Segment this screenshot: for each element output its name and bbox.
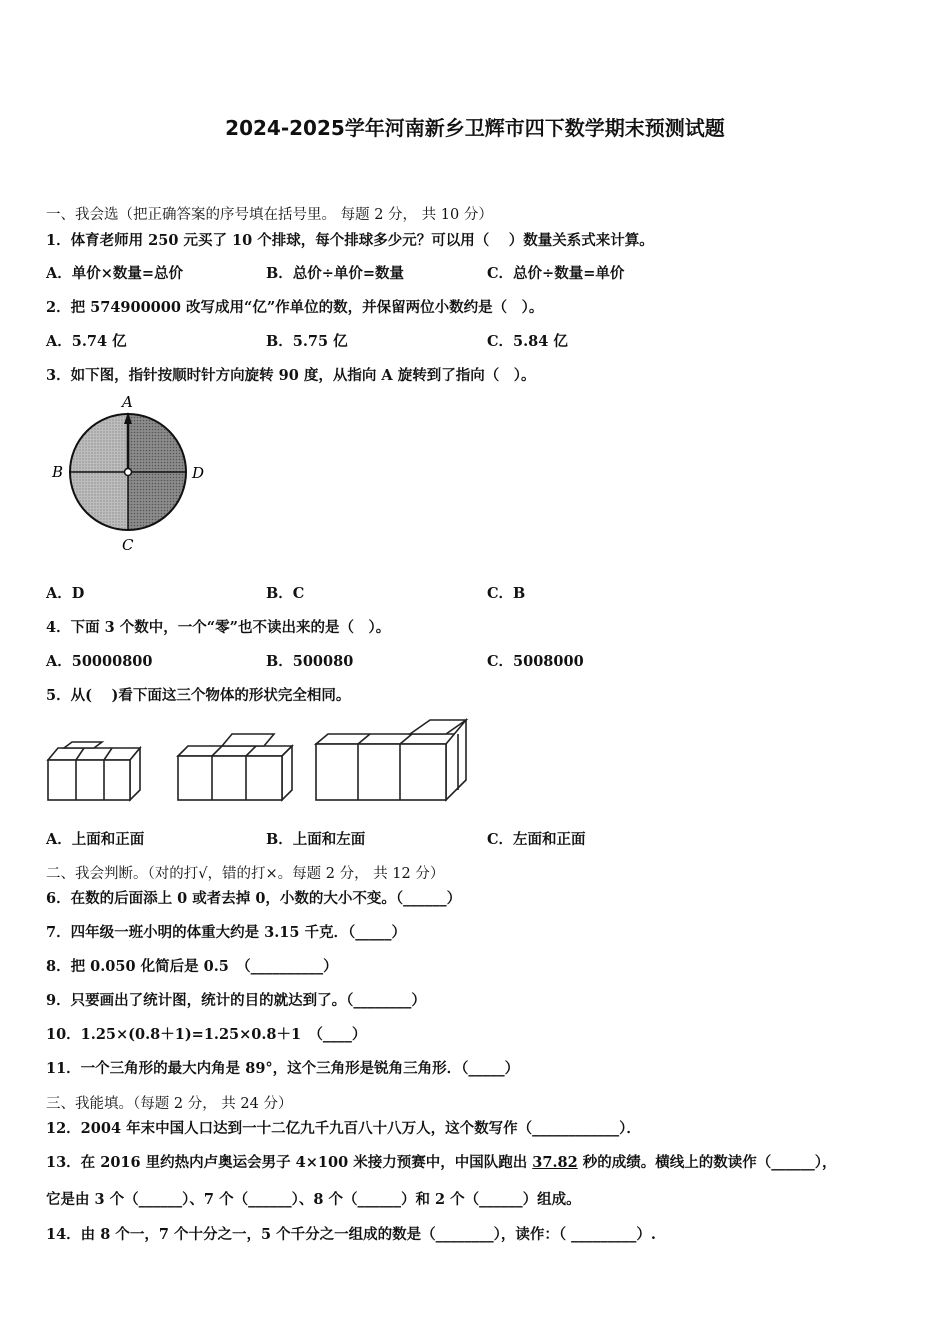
question-5: 5．从( )看下面这三个物体的形状完全相同。: [46, 687, 351, 704]
question-13: [46, 1151, 836, 1172]
q5-option-c: C．左面和正面: [487, 831, 586, 848]
section-heading-2: 二、我会判断。（对的打√，错的打×。每题 2 分， 共 12 分）: [46, 866, 445, 882]
question-6: 6．在数的后面添上 0 或者去掉 0，小数的大小不变。（______）: [46, 890, 462, 907]
dial-label-c: C: [122, 536, 134, 554]
question-14: 14．由 8 个一，7 个十分之一，5 个千分之一组成的数是（________），读作：（ _________）.: [46, 1226, 656, 1243]
question-13-line-2: 它是由 3 个（______）、7 个（______）、8 个（______）和 2 个（______）组成。: [46, 1191, 581, 1208]
q2-option-b: B．5.75 亿: [266, 333, 348, 350]
section-heading-3: 三、我能填。（每题 2 分， 共 24 分）: [46, 1096, 293, 1112]
q5-option-b: B．上面和左面: [266, 831, 366, 848]
q1-option-b: B．总价÷单价=数量: [266, 265, 405, 282]
question-3: 3．如下图，指针按顺时针方向旋转 90 度，从指向 A 旋转到了指向（ ）。: [46, 367, 536, 384]
question-8: 8．把 0.050 化简后是 0.5 （__________）: [46, 958, 338, 975]
q3-option-a: A．D: [46, 585, 85, 602]
section-heading-1: 一、我会选（把正确答案的序号填在括号里。 每题 2 分， 共 10 分）: [46, 207, 493, 223]
dial-label-d: D: [192, 464, 205, 482]
cube-solid-2: [174, 732, 300, 804]
dial-center: [125, 469, 132, 476]
dial-label-a: A: [122, 393, 133, 411]
page-title: 2024-2025学年河南新乡卫辉市四下数学期末预测试题: [225, 116, 725, 140]
question-1: 1．体育老师用 250 元买了 10 个排球，每个排球多少元？可以用（ ）数量关系式来计算。: [46, 232, 654, 249]
cube-solid-1: [44, 738, 160, 804]
q13-text-after: 秒的成绩。横线上的数读作（______），: [577, 1154, 837, 1171]
q4-option-c: C．5008000: [487, 653, 584, 670]
q3-option-c: C．B: [487, 585, 526, 602]
question-9: 9．只要画出了统计图，统计的目的就达到了。（________）: [46, 992, 426, 1009]
dial-label-b: B: [52, 463, 64, 481]
q13-time-value: 37.82: [532, 1154, 578, 1171]
q5-option-a: A．上面和正面: [46, 831, 145, 848]
question-11: 11．一个三角形的最大内角是 89°，这个三角形是锐角三角形．（_____）: [46, 1060, 520, 1077]
cube-solid-3: [312, 718, 472, 804]
q1-option-a: A．单价×数量=总价: [46, 265, 184, 282]
q3-option-b: B．C: [266, 585, 305, 602]
q2-option-a: A．5.74 亿: [46, 333, 127, 350]
question-10: 10．1.25×(0.8＋1)=1.25×0.8＋1 （____）: [46, 1026, 367, 1043]
question-7: 7．四年级一班小明的体重大约是 3.15 千克．（_____）: [46, 924, 406, 941]
q4-option-a: A．50000800: [46, 653, 153, 670]
q1-option-c: C．总价÷数量=单价: [487, 265, 625, 282]
q4-option-b: B．500080: [266, 653, 354, 670]
question-4: 4．下面 3 个数中，一个“零”也不读出来的是（ ）。: [46, 619, 391, 636]
question-2: 2．把 574900000 改写成用“亿”作单位的数，并保留两位小数约是（ ）。: [46, 299, 544, 316]
q2-option-c: C．5.84 亿: [487, 333, 568, 350]
compass-dial-figure: [46, 392, 216, 557]
question-12: 12．2004 年末中国人口达到一十二亿九千九百八十八万人，这个数写作（____________）．: [46, 1120, 641, 1137]
q13-text-before: 13．在 2016 里约热内卢奥运会男子 4×100 米接力预赛中，中国队跑出: [46, 1154, 533, 1171]
